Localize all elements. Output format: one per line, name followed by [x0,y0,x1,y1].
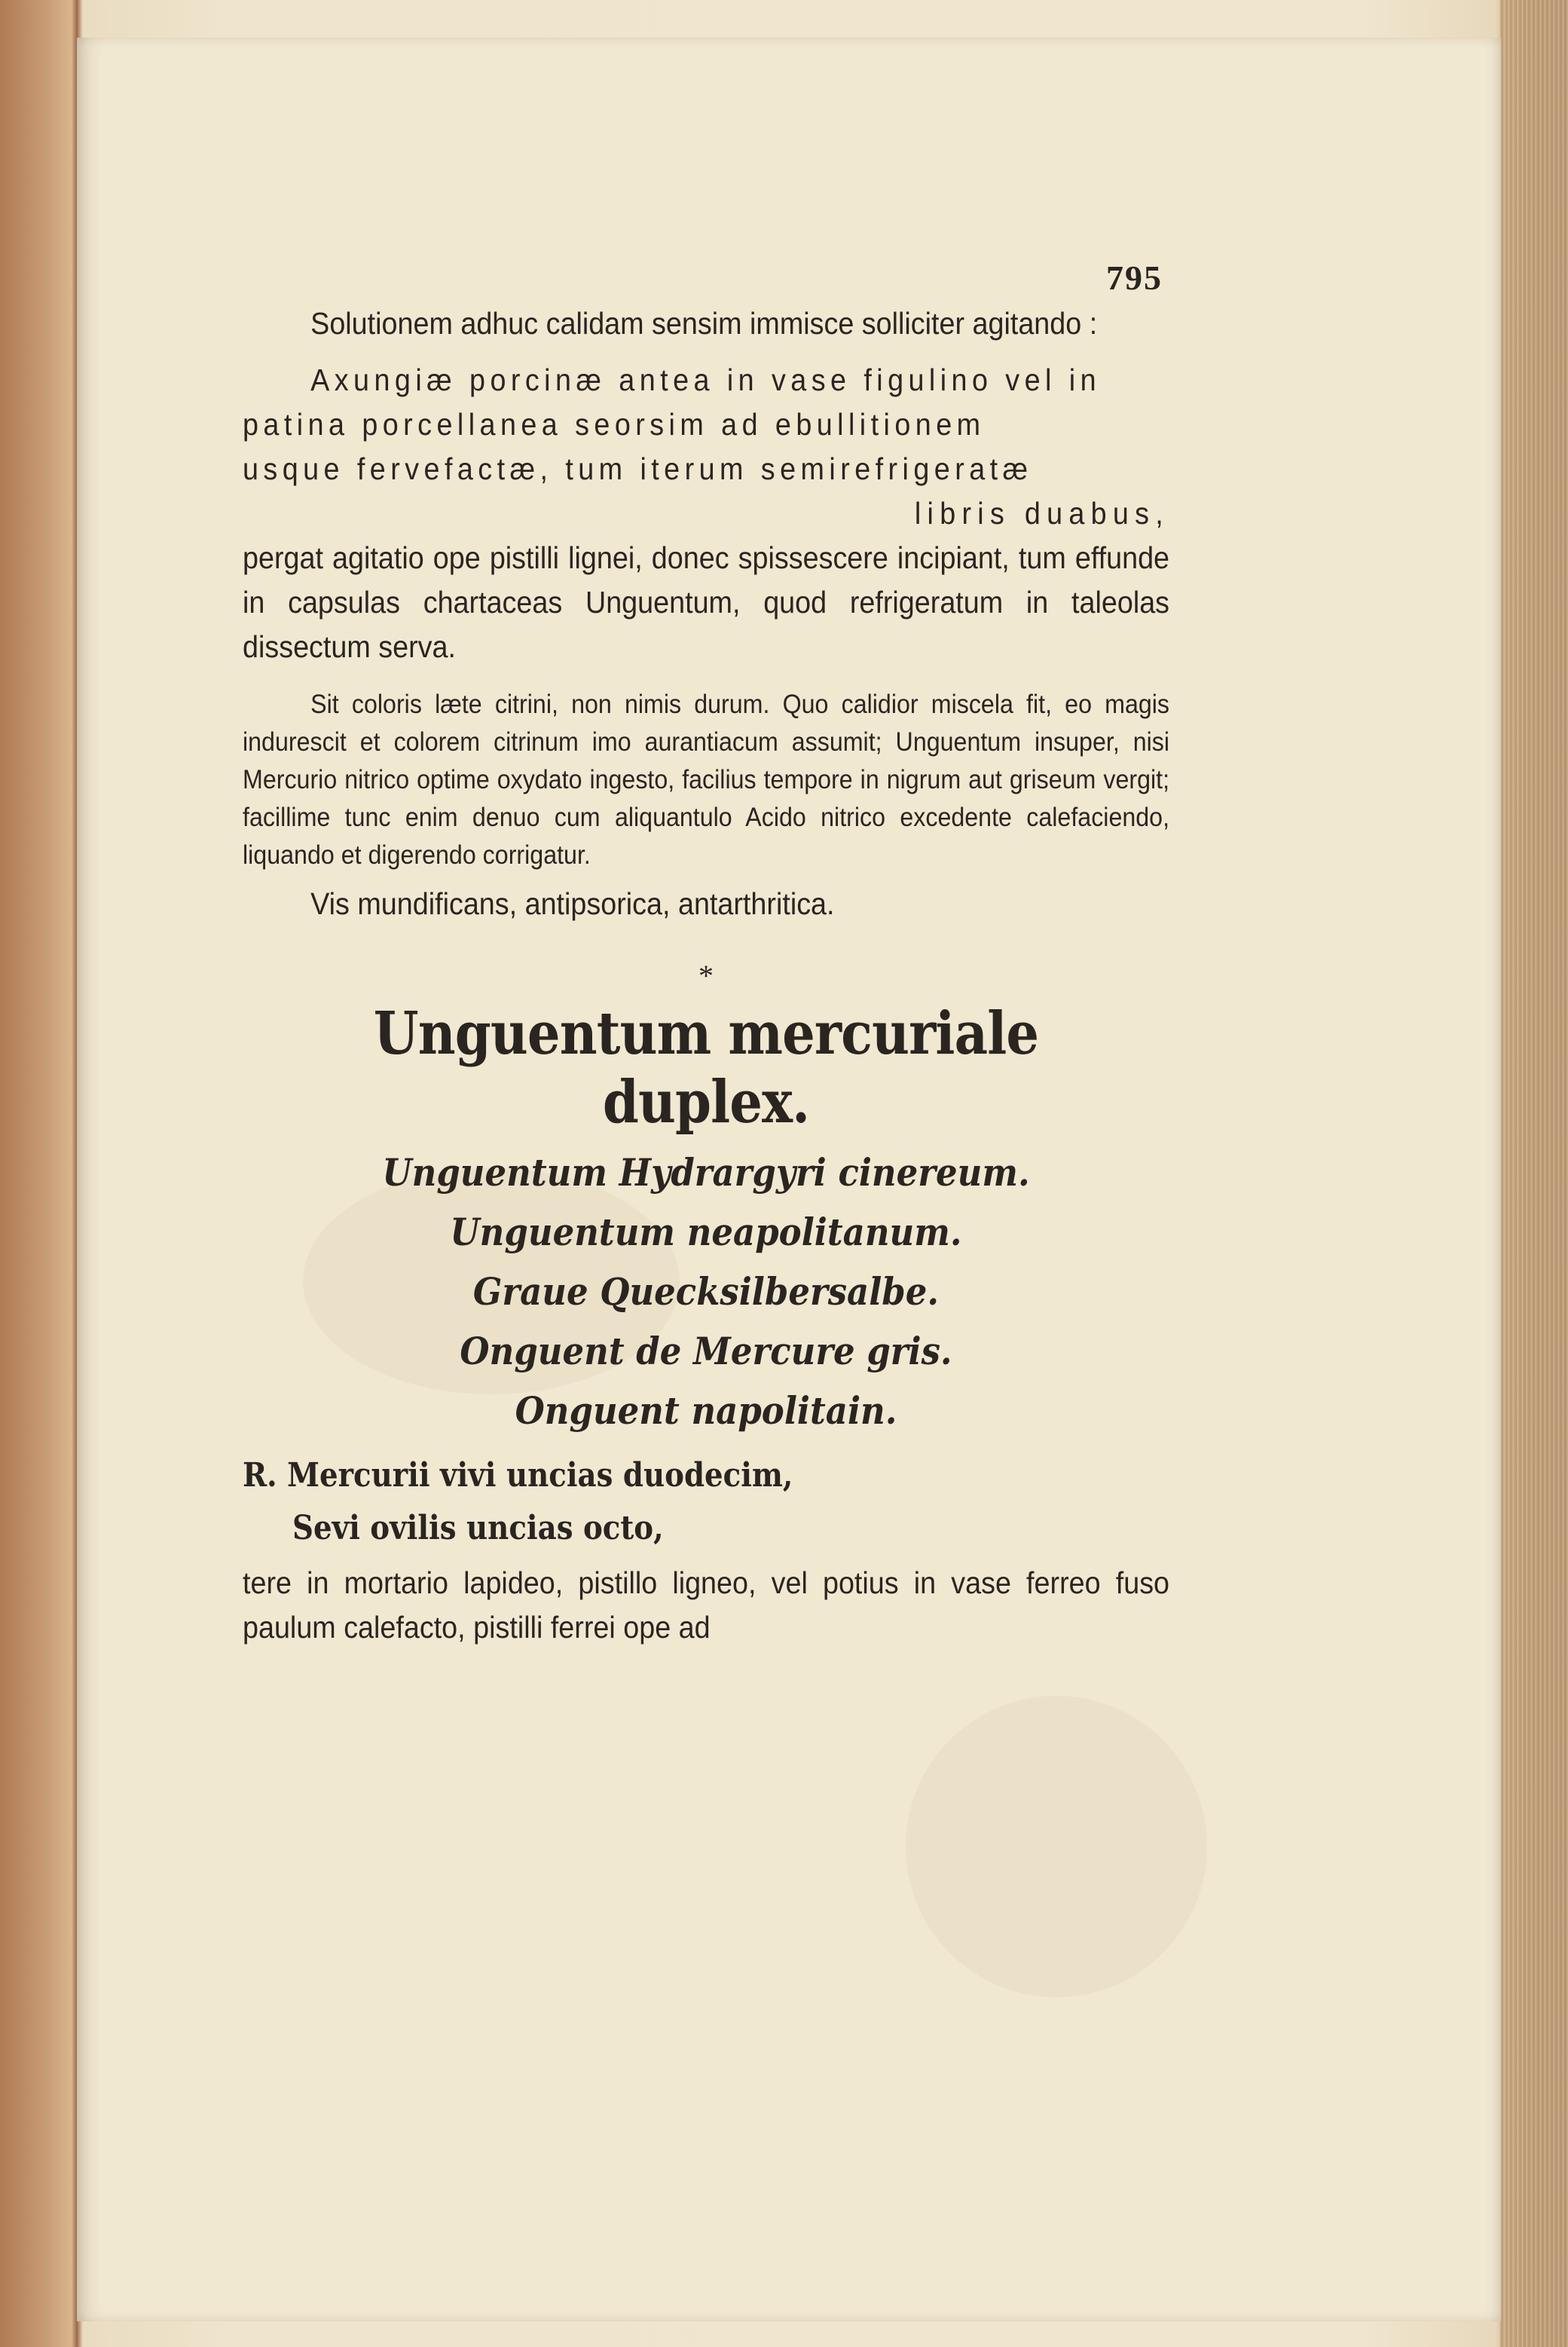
line-axungiae-1: Axungiæ porcinæ antea in vase figulino vel in [310,363,1102,397]
page-number: 795 [1106,259,1163,297]
paragraph-solutionem: Solutionem adhuc calidam sensim immisce solliciter agitando : [310,306,1098,341]
synonym-quecksilbersalbe: Graue Quecksilbersalbe. [472,1269,940,1314]
libris-duabus: libris duabus, [914,496,1170,531]
note-paragraph: Sit coloris læte citrini, non nimis durum. Quo calidior miscela fit, eo magis indurescit et colorem citrinum imo aurantiacum assumit; Unguentum insuper, nisi Mercurio nitrico optime oxydato ingesto, facilius tempore in nigrum aut griseum vergit; facillime tunc enim denuo cum aliquantulo Acido nitrico excedente calefaciendo, liquando et digerendo corrigatur. [243,690,1170,870]
line-libris [243,491,1169,536]
paragraph-axungiae [243,358,1169,536]
synonym-napolitain: Onguent napolitain. [515,1388,897,1433]
line-axungiae-2: patina porcellanea seorsim ad ebullitionem [243,407,986,442]
line-axungiae-3: usque fervefactæ, tum iterum semirefrigeratæ [243,451,1033,486]
paragraph-pergat: pergat agitatio ope pistilli lignei, donec spissescere incipiant, tum effunde in capsulas chartaceas Unguentum, quod refrigeratum in taleolas dissectum serva. [243,540,1170,664]
recipe [243,1449,1169,1555]
paper-stain [906,1696,1207,1997]
synonym-hydrargyri: Unguentum Hydrargyri cinereum. [382,1150,1030,1195]
paragraph-vis: Vis mundificans, antipsorica, antarthritica. [310,886,835,921]
asterisk-divider: * [698,959,714,993]
paragraph-tere: tere in mortario lapideo, pistillo ligneo, vel potius in vase ferreo fuso paulum calefacto, pistilli ferrei ope ad [243,1565,1170,1645]
text-block [243,249,1169,1650]
section-heading: Unguentum mercuriale duplex. [373,999,1039,1137]
synonym-list [243,1143,1169,1440]
page-edges [1500,0,1568,2347]
synonym-mercure-gris: Onguent de Mercure gris. [460,1329,952,1373]
synonym-neapolitanum: Unguentum neapolitanum. [450,1210,962,1254]
recipe-mercurii: R. Mercurii vivi uncias duodecim, [243,1456,793,1495]
recipe-sevi: Sevi ovilis uncias octo, [292,1509,664,1547]
